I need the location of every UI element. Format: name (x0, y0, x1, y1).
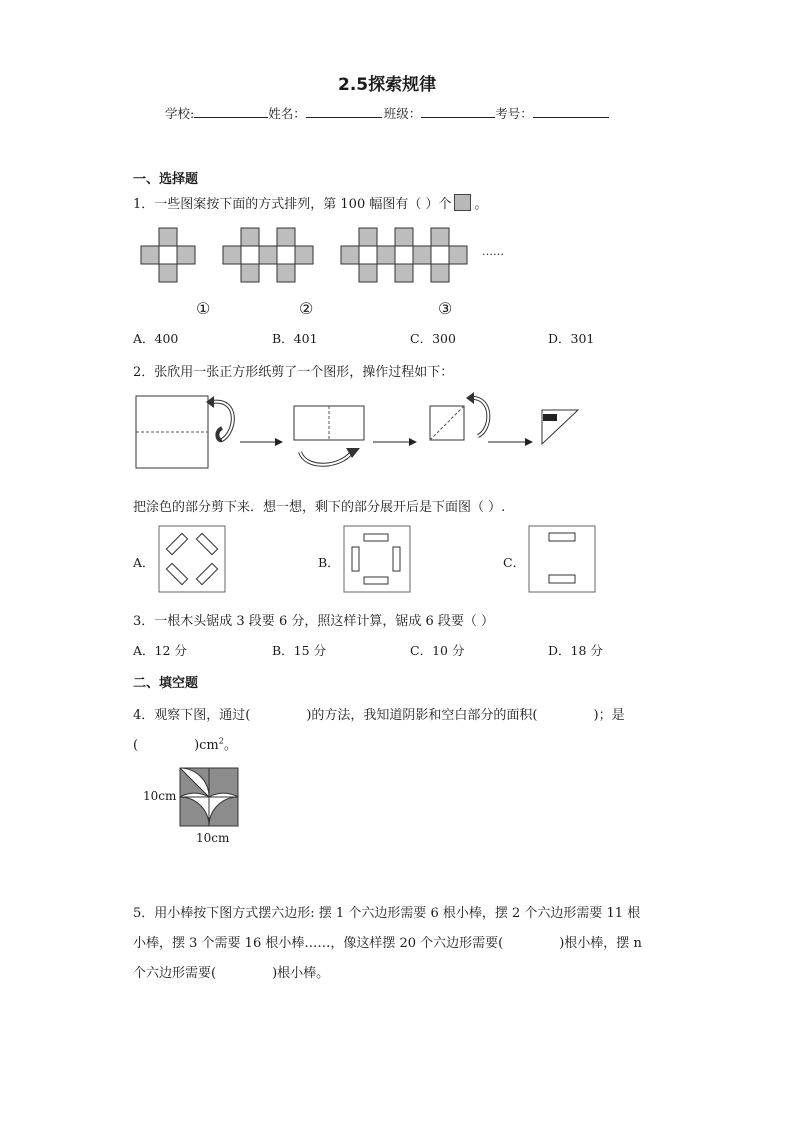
q4-text-a: 4．观察下图，通过( (133, 708, 251, 723)
q2-option-b-label[interactable]: B． (318, 555, 340, 570)
q1-fig-label-3: ③ (438, 299, 453, 318)
q4-superscript: 2 (218, 736, 224, 746)
page-title: 2.5探索规律 (338, 75, 437, 95)
q5-text-d: )根小棒。 (272, 966, 330, 981)
q1-option-a[interactable]: A．400 (133, 331, 179, 346)
q4-text-d: ( (133, 738, 139, 753)
q4-label-side: 10cm (143, 789, 177, 803)
q3-option-c[interactable]: C．10 分 (410, 643, 465, 658)
q1-option-c[interactable]: C．300 (410, 331, 456, 346)
q1-option-d[interactable]: D．301 (548, 331, 595, 346)
q4-text-b: )的方法，我知道阴影和空白部分的面积( (306, 708, 538, 723)
q5-text-b: )根小棒，摆 n (559, 936, 642, 951)
section-1-title: 一、选择题 (133, 172, 199, 187)
q2-question: 把涂色的部分剪下来．想一想，剩下的部分展开后是下面图（ ）. (133, 500, 506, 515)
q1-text-after: 。 (474, 197, 488, 212)
q2-option-c-label[interactable]: C． (503, 555, 526, 570)
q1-text-before: 1．一些图案按下面的方式排列，第 100 幅图有（ ）个 (133, 197, 452, 212)
q5-line-3 (133, 962, 329, 981)
q5-line-1: 5．用小棒按下图方式摆六边形: 摆 1 个六边形需要 6 根小棒，摆 2 个六边形需要 11 根 (133, 906, 641, 921)
name-label: 姓名： (268, 106, 306, 121)
q1-option-b[interactable]: B．401 (272, 331, 318, 346)
section-2-title: 二、填空题 (133, 676, 199, 691)
q3-option-b[interactable]: B．15 分 (272, 643, 327, 658)
q5-text-c: 个六边形需要( (133, 966, 217, 981)
q3-option-d[interactable]: D．18 分 (548, 643, 603, 658)
q3-option-a[interactable]: A．12 分 (133, 643, 187, 658)
q4-text-e: )cm (194, 738, 219, 753)
q1-ellipsis: …… (482, 245, 504, 258)
q4-text-c: )；是 (593, 708, 625, 723)
exam-no-label: 考号： (495, 106, 533, 121)
q1-fig-label-2: ② (299, 299, 314, 318)
q4-label-bottom: 10cm (196, 831, 230, 845)
school-label: 学校: (165, 106, 195, 121)
class-label: 班级： (383, 106, 422, 121)
q5-line-2 (133, 932, 642, 951)
q1-fig-label-1: ① (196, 299, 211, 318)
q2-option-a-label[interactable]: A． (133, 555, 155, 570)
q4-text-f: 。 (223, 738, 237, 753)
q3-text: 3．一根木头锯成 3 段要 6 分，照这样计算，锯成 6 段要（ ） (133, 614, 495, 629)
q2-text: 2．张欣用一张正方形纸剪了一个图形，操作过程如下： (133, 365, 454, 380)
q5-text-a: 小棒，摆 3 个需要 16 根小棒……，像这样摆 20 个六边形需要( (133, 936, 504, 951)
